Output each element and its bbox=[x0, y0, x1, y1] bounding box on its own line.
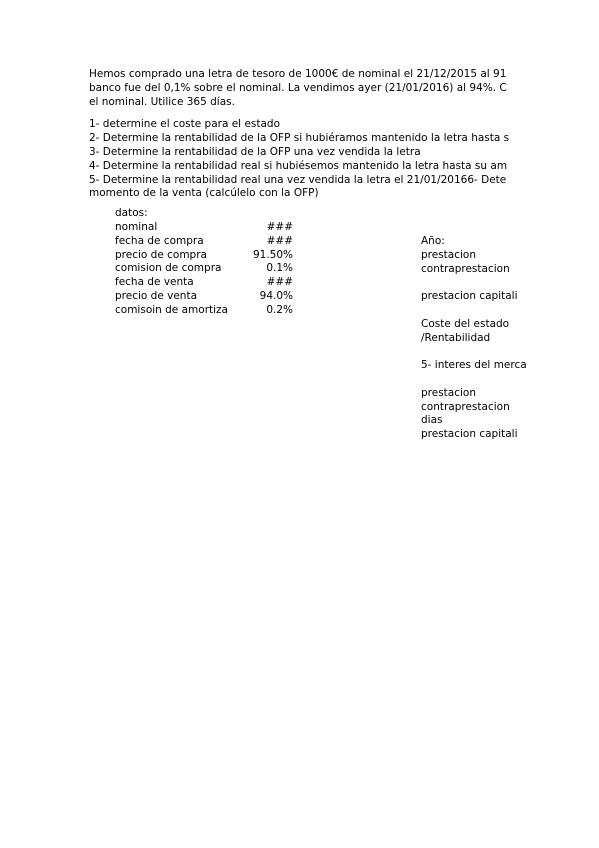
calc-label: prestacion capitali bbox=[421, 428, 518, 441]
datos-value: ### bbox=[266, 221, 293, 233]
calc-label: 5- interes del merca bbox=[421, 359, 527, 372]
intro-line: el nominal. Utilice 365 días. bbox=[89, 95, 235, 108]
calc-label: contraprestacion bbox=[421, 262, 510, 275]
datos-value: 91.50% bbox=[252, 248, 293, 261]
calc-label: contraprestacion bbox=[421, 400, 510, 413]
calc-label: Año: bbox=[421, 235, 445, 247]
datos-label: fecha de venta bbox=[115, 276, 194, 289]
datos-heading: datos: bbox=[115, 207, 148, 219]
datos-value: 0.1% bbox=[266, 262, 293, 275]
datos-value: ### bbox=[266, 276, 293, 289]
datos-label: precio de compra bbox=[115, 248, 207, 261]
question-item: 1- determine el coste para el estado bbox=[89, 118, 281, 131]
calc-label: dias bbox=[421, 414, 443, 427]
calc-label: Coste del estado bbox=[421, 317, 510, 330]
datos-label: comisoin de amortiza bbox=[115, 303, 228, 316]
calc-label: prestacion bbox=[421, 248, 477, 261]
datos-label: fecha de compra bbox=[115, 234, 204, 247]
question-item: 2- Determine la rentabilidad de la OFP si hubiéramos mantenido la letra hasta s bbox=[89, 132, 510, 145]
datos-label: precio de venta bbox=[115, 290, 198, 302]
datos-label: nominal bbox=[115, 221, 158, 233]
calc-label: prestacion bbox=[421, 386, 477, 399]
datos-label: comision de compra bbox=[115, 262, 222, 275]
calc-label: prestacion capitali bbox=[421, 290, 518, 303]
question-item: 3- Determine la rentabilidad de la OFP una vez vendida la letra bbox=[89, 146, 421, 158]
datos-value: 0.2% bbox=[266, 303, 293, 316]
datos-value: 94.0% bbox=[259, 290, 293, 302]
question-item: 4- Determine la rentabilidad real si hubiésemos mantenido la letra hasta su am bbox=[89, 159, 508, 172]
question-item: momento de la venta (calcúlelo con la OFP) bbox=[89, 187, 319, 200]
datos-value: ### bbox=[266, 234, 293, 247]
intro-line: Hemos comprado una letra de tesoro de 1000€ de nominal el 21/12/2015 al 91 bbox=[89, 68, 507, 80]
calc-label: /Rentabilidad bbox=[421, 331, 491, 344]
question-item: 5- Determine la rentabilidad real una vez vendida la letra el 21/01/20166- Dete bbox=[89, 173, 507, 186]
intro-line: banco fue del 0,1% sobre el nominal. La vendimos ayer (21/01/2016) al 94%. C bbox=[89, 81, 507, 94]
